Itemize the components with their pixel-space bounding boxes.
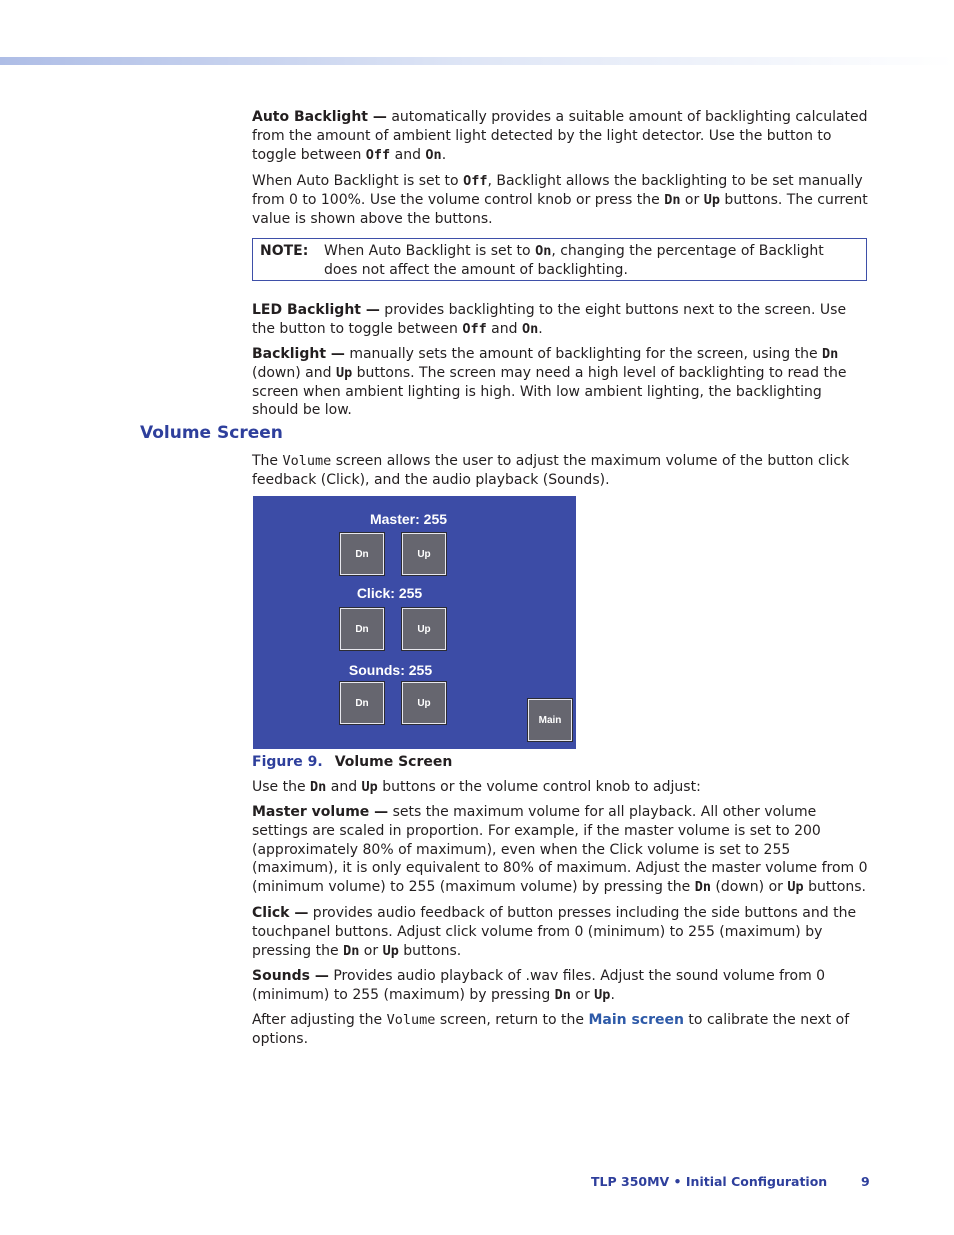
text: buttons. The screen may need a high level of backlighting to read the screen when ambient lighting is high. With low ambient lighting, the backlighting should be low. xyxy=(252,364,847,419)
text: . xyxy=(610,986,615,1003)
term-master-volume: Master volume — xyxy=(252,804,389,820)
note-text xyxy=(324,242,859,280)
paragraph-when-auto-backlight xyxy=(252,172,872,228)
text: screen allows the user to adjust the maximum volume of the button click feedback (Click), and the audio playback (Sounds). xyxy=(252,453,850,488)
figure-caption xyxy=(252,753,452,771)
sounds-dn-button[interactable]: Dn xyxy=(340,682,384,724)
paragraph-backlight xyxy=(252,345,872,420)
code-on: On xyxy=(535,243,552,259)
text: After adjusting the xyxy=(252,1012,387,1028)
term-sounds: Sounds — xyxy=(252,968,329,984)
click-volume-label: Click: 255 xyxy=(356,585,423,601)
figure-number: Figure 9. xyxy=(252,754,323,770)
code-up: Up xyxy=(382,942,399,959)
code-dn: Dn xyxy=(822,346,839,362)
main-button[interactable]: Main xyxy=(528,699,572,741)
paragraph-auto-backlight xyxy=(252,108,872,164)
text: When Auto Backlight is set to xyxy=(252,173,464,189)
term-auto-backlight: Auto Backlight — xyxy=(252,109,387,125)
text: . xyxy=(538,320,543,337)
code-volume: Volume xyxy=(282,453,332,469)
figure-title: Volume Screen xyxy=(334,754,453,770)
text: buttons. The current value is shown above the buttons. xyxy=(252,191,868,227)
text: . xyxy=(441,146,447,163)
paragraph-use-buttons xyxy=(252,778,872,797)
code-dn: Dn xyxy=(664,191,681,208)
paragraph-master-volume xyxy=(252,803,872,897)
paragraph-after-adjusting xyxy=(252,1011,872,1049)
text: The xyxy=(252,453,283,469)
text: When Auto Backlight is set to xyxy=(324,243,536,259)
click-dn-button[interactable]: Dn xyxy=(340,608,384,650)
master-dn-button[interactable]: Dn xyxy=(340,533,384,575)
text: and xyxy=(390,146,426,163)
code-up: Up xyxy=(361,779,378,795)
code-off: Off xyxy=(365,146,391,163)
text: buttons or the volume control knob to adjust: xyxy=(377,779,701,795)
code-volume: Volume xyxy=(386,1012,436,1028)
text: (down) or xyxy=(710,879,788,896)
section-heading-volume-screen: Volume Screen xyxy=(140,423,283,443)
sounds-volume-label: Sounds: 255 xyxy=(348,662,433,678)
code-up: Up xyxy=(335,364,353,381)
text: and xyxy=(486,320,522,337)
code-up: Up xyxy=(703,191,720,208)
text: buttons. xyxy=(398,942,462,959)
paragraph-click xyxy=(252,904,872,960)
text: and xyxy=(326,779,362,795)
paragraph-volume-intro xyxy=(252,452,872,490)
term-click: Click — xyxy=(252,905,309,921)
text: provides audio feedback of button presses including the side buttons and the touchpanel buttons. Adjust click volume from 0 (minimum) to 255 (maximum) by pressing the xyxy=(252,905,857,959)
text: or xyxy=(570,986,595,1003)
master-up-button[interactable]: Up xyxy=(402,533,446,575)
text: screen, return to the xyxy=(435,1012,589,1028)
sounds-up-button[interactable]: Up xyxy=(402,682,446,724)
text: manually sets the amount of backlighting for the screen, using the xyxy=(344,346,823,362)
master-volume-label: Master: 255 xyxy=(369,511,448,527)
code-on: On xyxy=(521,320,539,337)
code-dn: Dn xyxy=(310,779,327,795)
text: , changing the percentage of Backlight does not affect the amount of backlighting. xyxy=(324,243,824,278)
volume-screen-figure xyxy=(253,496,576,749)
text: Use the xyxy=(252,779,311,795)
code-dn: Dn xyxy=(694,879,711,896)
text: automatically provides a suitable amount of backlighting calculated from the amount of ambient light detected by the light detector. Use the button to toggle between xyxy=(252,109,868,163)
page-number: 9 xyxy=(861,1174,870,1189)
term-led-backlight: LED Backlight — xyxy=(252,302,380,318)
text: (down) and xyxy=(252,364,336,381)
text: , Backlight allows the backlighting to be set manually from 0 to 100%. Use the volume control knob or press the xyxy=(252,173,863,208)
text: Provides audio playback of .wav files. Adjust the sound volume from 0 (minimum) to 255 (maximum) by pressing xyxy=(252,968,826,1003)
text: buttons. xyxy=(803,879,866,896)
paragraph-led-backlight xyxy=(252,301,872,339)
code-dn: Dn xyxy=(343,942,360,959)
text: or xyxy=(680,191,704,208)
note-box xyxy=(252,238,867,281)
text: sets the maximum volume for all playback. All other volume settings are scaled in proportion. For example, if the master volume is set to 200 (approximately 80% of maximum), even when the Click volume is set to 255 (maximum), it is only equivalent to 80% of maximum. Adjust the master volume from 0 (minimum volume) to 255 (maximum volume) by pressing the xyxy=(252,804,868,896)
code-up: Up xyxy=(594,986,611,1003)
paragraph-sounds xyxy=(252,967,872,1005)
code-off: Off xyxy=(463,173,488,189)
term-backlight: Backlight — xyxy=(252,346,345,362)
text: or xyxy=(359,942,383,959)
text: provides backlighting to the eight buttons next to the screen. Use the button to toggle between xyxy=(252,302,847,337)
code-off: Off xyxy=(462,320,487,337)
header-gradient-bar xyxy=(0,57,954,65)
main-screen-link[interactable]: Main screen xyxy=(588,1012,684,1028)
note-label: NOTE: xyxy=(260,243,309,259)
code-on: On xyxy=(425,146,442,163)
footer-title: TLP 350MV • Initial Configuration xyxy=(591,1174,828,1189)
click-up-button[interactable]: Up xyxy=(402,608,446,650)
code-dn: Dn xyxy=(554,986,571,1003)
text: to calibrate the next of options. xyxy=(252,1012,850,1047)
code-up: Up xyxy=(787,879,804,896)
